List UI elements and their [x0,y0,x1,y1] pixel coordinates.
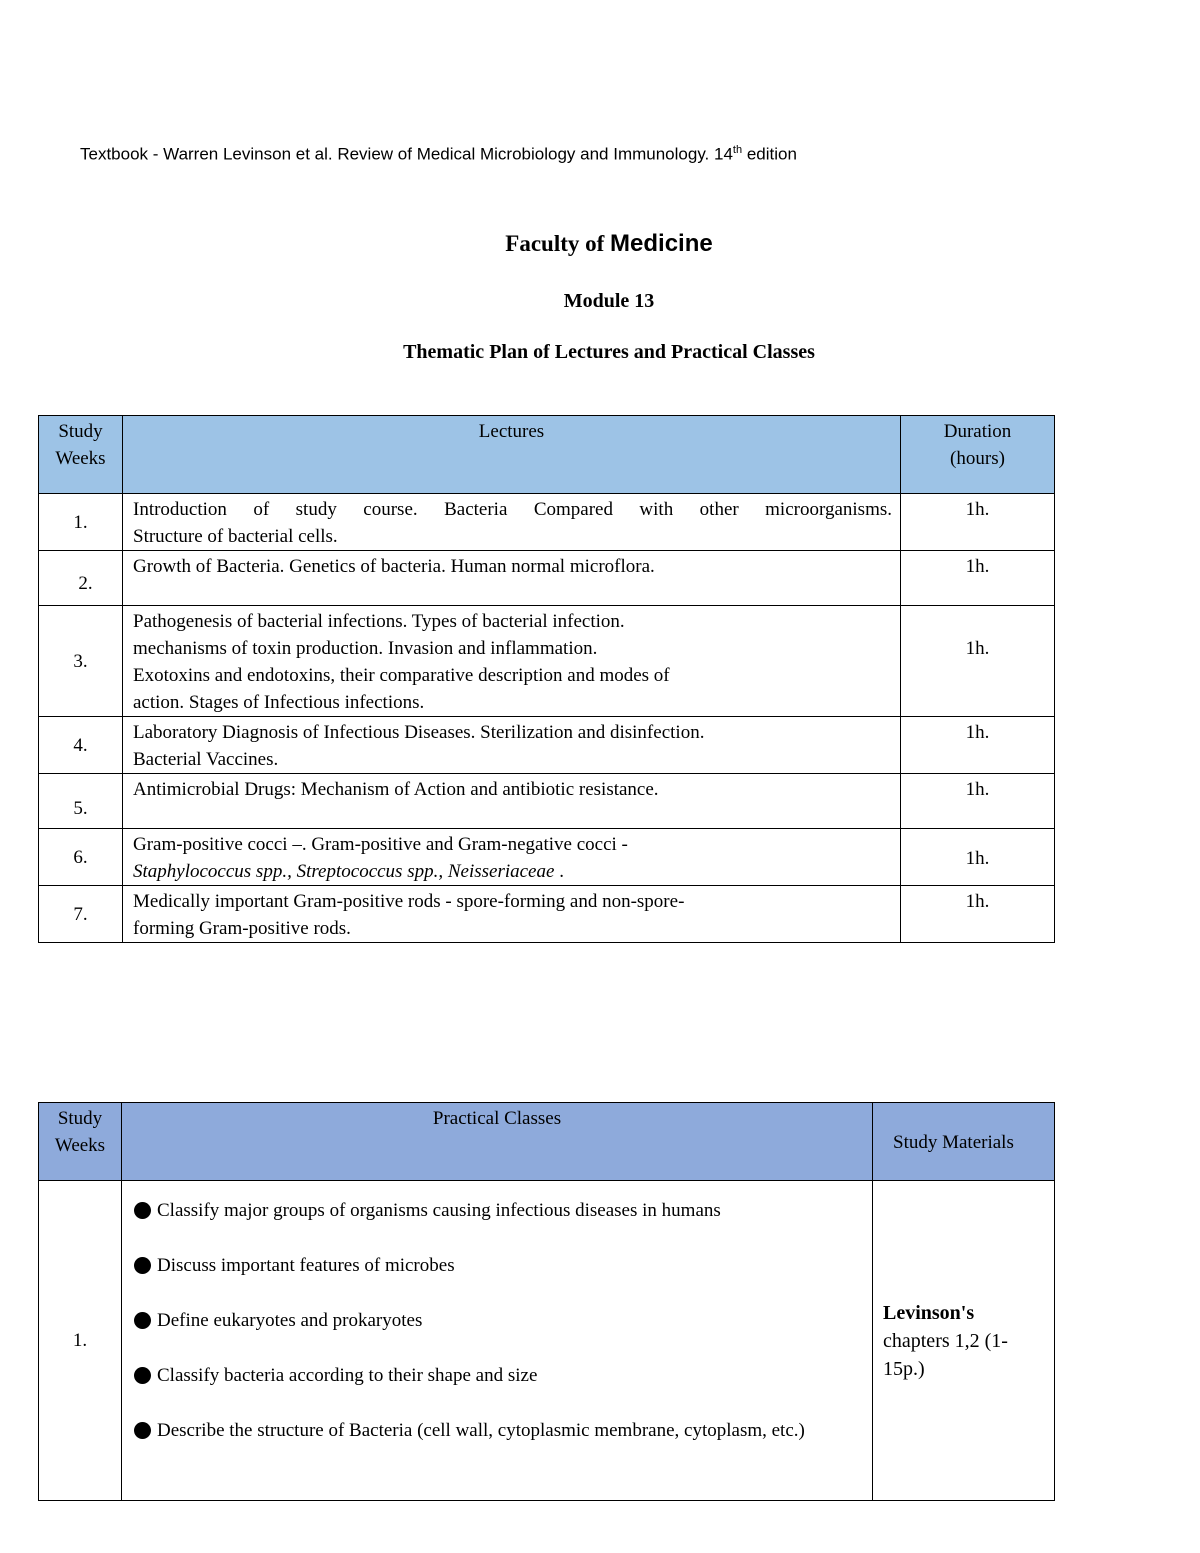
topic-line: Laboratory Diagnosis of Infectious Diseases. Sterilization and disinfection. [133,722,705,743]
bullet-icon [134,1257,151,1274]
topic-line-tail: . [554,861,564,882]
topic-line [133,858,892,885]
edition-superscript: th [732,144,743,156]
objectives-cell [122,1181,873,1501]
topic-line: action. Stages of Infectious infections. [133,692,425,713]
topic-line: Bacterial Vaccines. [133,749,279,770]
list-item [134,1411,860,1451]
header-duration [901,416,1055,494]
week-cell: 5. [39,774,123,829]
topic-line: Structure of bacterial cells. [133,526,338,547]
topic-line: Exotoxins and endotoxins, their comparative description and modes of [133,665,670,686]
faculty-prefix: Faculty of [505,231,611,256]
header-study-weeks [39,1103,122,1181]
topic-line: mechanisms of toxin production. Invasion and inflammation. [133,638,598,659]
objective-text: Classify bacteria according to their shape and size [157,1365,538,1386]
header-study-weeks-line2: Weeks [55,448,106,469]
table-row [39,717,1055,774]
lecture-topic [123,494,901,551]
header-practical-classes: Practical Classes [122,1103,873,1181]
materials-text: chapters 1,2 (1-15p.) [883,1329,1008,1380]
bullet-icon [134,1202,151,1219]
header-duration-line1: Duration [943,421,1012,442]
textbook-reference [80,144,797,165]
header-duration-line2: (hours) [950,448,1005,469]
header-lectures: Lectures [123,416,901,494]
lecture-topic [123,829,901,886]
duration-cell: 1h. [901,717,1055,774]
lectures-header-row [39,416,1055,494]
module-title: Module 13 [563,290,655,312]
table-row [39,829,1055,886]
table-row [39,606,1055,717]
lecture-topic [123,551,901,606]
header-study-weeks-line1: Study [58,421,103,442]
duration-cell: 1h. [901,886,1055,943]
duration-cell: 1h. [901,551,1055,606]
topic-line: Gram-positive cocci –. Gram-positive and Gram-negative cocci - [133,834,628,855]
topic-line: forming Gram-positive rods. [133,918,351,939]
list-item [134,1356,860,1396]
week-cell: 6. [39,829,123,886]
practical-table [38,1102,1055,1501]
objective-text: Classify major groups of organisms causing infectious diseases in humans [157,1200,721,1221]
textbook-reference-text: Textbook - Warren Levinson et al. Review of Medical Microbiology and Immunology. 14 [80,144,733,164]
header-study-materials: Study Materials [873,1103,1055,1181]
lecture-topic [123,774,901,829]
lecture-topic [123,886,901,943]
table-row [39,774,1055,829]
table-row [39,551,1055,606]
objective-text: Define eukaryotes and prokaryotes [157,1310,423,1331]
table-row [39,886,1055,943]
topic-line: Introduction of study course. Bacteria Compared with other microorganisms. [133,499,892,520]
topic-line: Pathogenesis of bacterial infections. Types of bacterial infection. [133,611,625,632]
materials-title: Levinson's [883,1301,975,1324]
edition-suffix: edition [742,144,797,164]
objective-text: Describe the structure of Bacteria (cell wall, cytoplasmic membrane, cytoplasm, etc.) [157,1420,805,1441]
topic-line: Antimicrobial Drugs: Mechanism of Action and antibiotic resistance. [133,779,659,800]
duration-cell: 1h. [901,829,1055,886]
bullet-icon [134,1422,151,1439]
lectures-table [38,415,1055,943]
list-item [134,1301,860,1341]
week-cell: 7. [39,886,123,943]
list-item [134,1246,860,1286]
header-study-weeks-line2: Weeks [54,1135,106,1156]
organism-names: Staphylococcus spp., Streptococcus spp., Neisseriaceae [133,861,555,882]
week-cell: 4. [39,717,123,774]
week-cell: 1. [39,1181,122,1501]
list-item [134,1191,860,1231]
plan-title: Thematic Plan of Lectures and Practical Classes [403,341,815,363]
practical-header-row [39,1103,1055,1181]
objective-text: Discuss important features of microbes [157,1255,455,1276]
faculty-title [0,230,1200,258]
week-cell: 1. [39,494,123,551]
study-materials-cell [873,1181,1055,1501]
week-cell: 3. [39,606,123,717]
bullet-icon [134,1312,151,1329]
bullet-icon [134,1367,151,1384]
header-study-weeks [39,416,123,494]
topic-line: Medically important Gram-positive rods - spore-forming and non-spore- [133,891,685,912]
lecture-topic [123,717,901,774]
topic-line: Growth of Bacteria. Genetics of bacteria. Human normal microflora. [133,556,655,577]
duration-cell: 1h. [901,494,1055,551]
duration-cell: 1h. [901,606,1055,717]
header-study-weeks-line1: Study [57,1108,103,1129]
table-row [39,1181,1055,1501]
faculty-name: Medicine [610,230,713,257]
week-cell: 2. [39,551,123,606]
lecture-topic [123,606,901,717]
table-row [39,494,1055,551]
duration-cell: 1h. [901,774,1055,829]
